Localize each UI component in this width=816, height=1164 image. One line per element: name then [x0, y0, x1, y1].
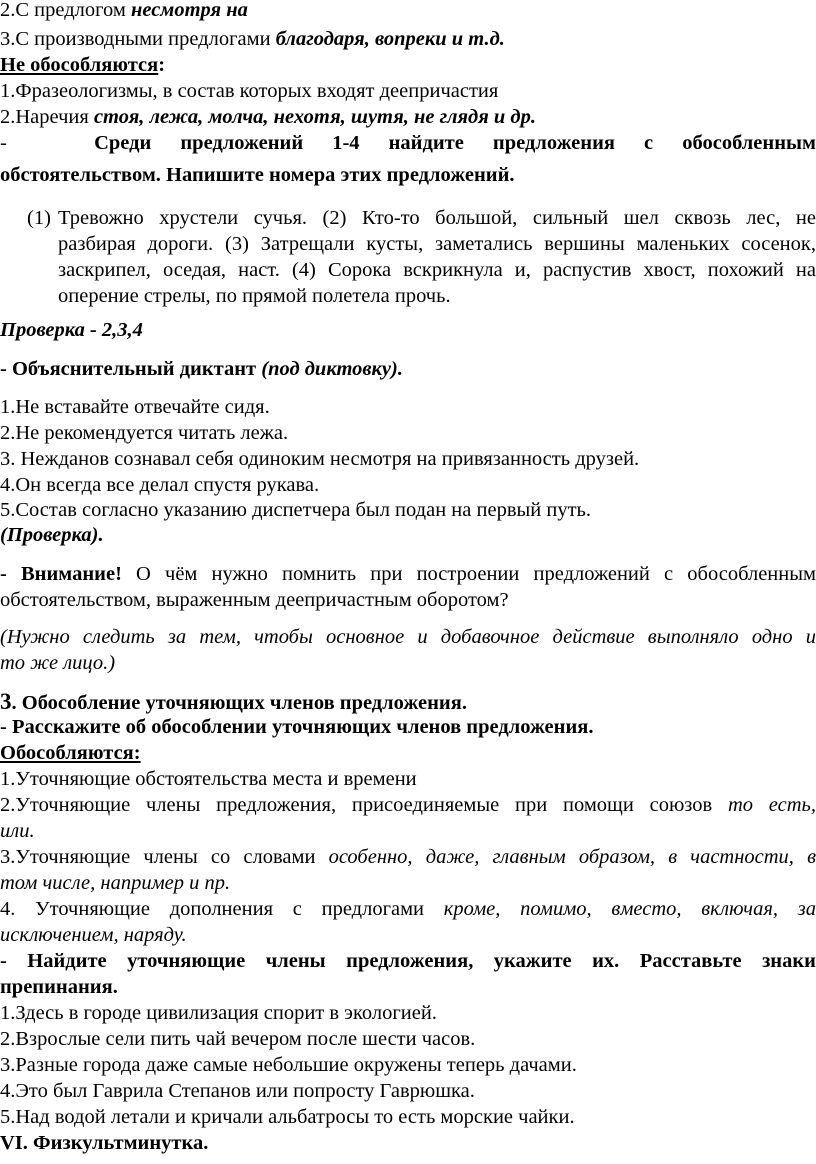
dictation-item: 4.Он всегда все делал спустя рукава. — [0, 474, 320, 496]
not-isolated-item-1: 1.Фразеологизмы, в состав которых входят деепричастия — [0, 80, 499, 102]
isolated-rule-3-cont: том числе, например и пр. — [0, 872, 231, 894]
isolated-rule-2: 2.Уточняющие члены предложения, присоединяемые при помощи союзов то есть, — [0, 794, 816, 816]
task-1-line-1: - Среди предложений 1-4 найдите предложения с обособленным — [0, 132, 816, 154]
exercise-sentence: 4.Это был Гаврила Степанов или попросту Гаврюшка. — [0, 1080, 475, 1102]
dictation-item: 3. Нежданов сознавал себя одиноким несмотря на привязанность друзей. — [0, 448, 640, 470]
dictation-item: 2.Не рекомендуется читать лежа. — [0, 422, 289, 444]
attention-line-2: обстоятельством, выраженным деепричастным оборотом? — [0, 589, 509, 611]
isolated-heading: Обособляются: — [0, 742, 141, 764]
exercise-sentence: 2.Взрослые сели пить чай вечером после шести часов. — [0, 1028, 476, 1050]
section-3-title: 3. Обособление уточняющих членов предложения. — [0, 689, 467, 714]
derived-prepositions-examples: благодаря, вопреки и т.д. — [275, 28, 505, 50]
isolated-rule-1: 1.Уточняющие обстоятельства места и времени — [0, 768, 417, 790]
task-1-check: Проверка - 2,3,4 — [0, 319, 143, 341]
isolated-rule-4-cont: исключением, наряду. — [0, 924, 187, 946]
not-isolated-item-2: 2.Наречия стоя, лежа, молча, нехотя, шутя, не глядя и др. — [0, 106, 536, 128]
isolated-rule-4: 4. Уточняющие дополнения с предлогами кроме, помимо, вместо, включая, за — [0, 898, 816, 920]
exercise-sentence: 1.Здесь в городе цивилизация спорит в экологией. — [0, 1002, 437, 1024]
section-3-task: - Расскажите об обособлении уточняющих членов предложения. — [0, 716, 594, 738]
dictation-item: 1.Не вставайте отвечайте сидя. — [0, 396, 270, 418]
section-3-task-2-line-2: препинания. — [0, 976, 118, 998]
task-1-line-2: обстоятельством. Напишите номера этих предложений. — [0, 164, 515, 186]
dictation-item: 5.Состав согласно указанию диспетчера был подан на первый путь. — [0, 499, 592, 521]
attention-answer-line-2: то же лицо.) — [0, 652, 116, 674]
preposition-example: несмотря на — [131, 0, 248, 21]
dictation-check: (Проверка). — [0, 524, 104, 546]
exercise-sentence: 5.Над водой летали и кричали альбатросы то есть морские чайки. — [0, 1106, 575, 1128]
section-6-title: VI. Физкультминутка. — [0, 1132, 209, 1154]
rule-derived-prepositions-line: 3.С производными предлогами благодаря, вопреки и т.д. — [0, 28, 505, 50]
not-isolated-heading: Не обособляются: — [0, 54, 166, 76]
isolated-rule-2-cont: или. — [0, 820, 35, 842]
dictation-heading: - Объяснительный диктант (под диктовку). — [0, 358, 403, 380]
isolated-rule-3: 3.Уточняющие члены со словами особенно, даже, главным образом, в частности, в — [0, 846, 816, 868]
exercise-sentence: 3.Разные города даже самые небольшие окружены теперь дачами. — [0, 1054, 577, 1076]
attention-line-1: - Внимание! О чём нужно помнить при построении предложений с обособленным — [0, 563, 816, 585]
attention-answer-line-1: (Нужно следить за тем, чтобы основное и добавочное действие выполняло одно и — [0, 626, 816, 648]
rule-preposition-line: 2.С предлогом несмотря на — [0, 0, 248, 21]
section-3-task-2-line-1: - Найдите уточняющие члены предложения, укажите их. Расставьте знаки — [0, 950, 816, 972]
